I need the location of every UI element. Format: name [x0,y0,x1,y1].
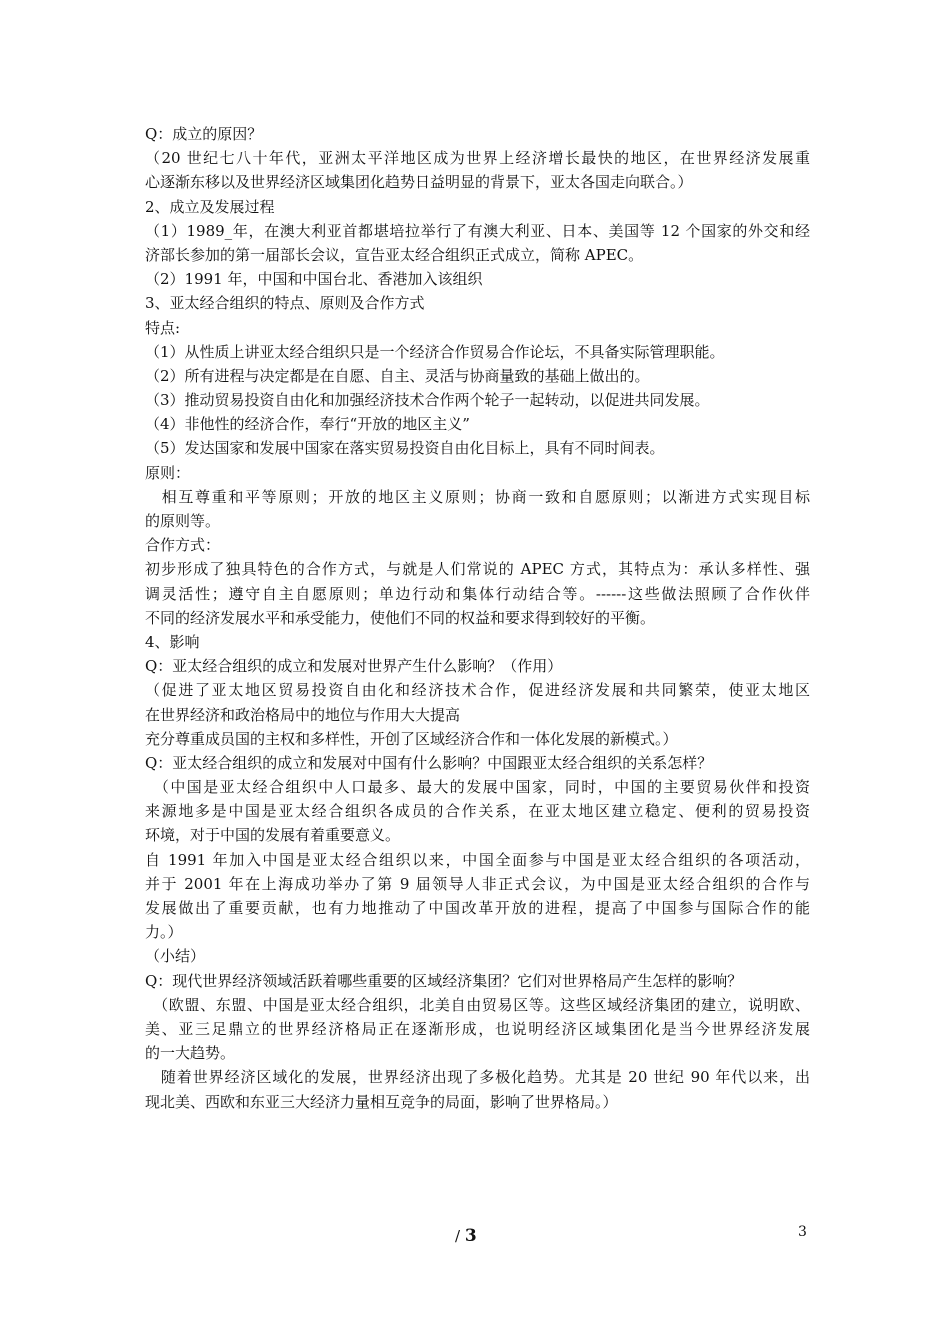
text-line: （2）1991 年，中国和中国台北、香港加入该组织 [145,270,483,289]
footer-slash: / [455,1227,461,1245]
text-line: 在世界经济和政治格局中的地位与作用大大提高 [145,705,461,724]
text-line: Q：亚太经合组织的成立和发展对中国有什么影响？中国跟亚太经合组织的关系怎样？ [145,753,713,772]
text-line: Q：亚太经合组织的成立和发展对世界产生什么影响？（作用） [145,657,563,676]
text-line: 并于 2001 年在上海成功举办了第 9 届领导人非正式会议，为中国是亚太经合组织的合作与 [145,874,810,893]
text-line: 自 1991 年加入中国是亚太经合组织以来，中国全面参与中国是亚太经合组织的各项活动， [145,850,810,869]
text-line: 初步形成了独具特色的合作方式，与就是人们常说的 APEC 方式，其特点为：承认多样性、强 [145,560,810,579]
footer-total-pages: 3 [464,1226,477,1246]
text-line: Q：成立的原因？ [145,125,263,143]
text-line: （欧盟、东盟、中国是亚太经合组织，北美自由贸易区等。这些区域经济集团的建立，说明欧、 [145,995,810,1014]
text-line: 2、成立及发展过程 [145,197,275,216]
text-line: 力。） [145,923,183,942]
text-line: 发展做出了重要贡献，也有力地推动了中国改革开放的进程，提高了中国参与国际合作的能 [145,899,810,917]
text-line: （20 世纪七八十年代，亚洲太平洋地区成为世界上经济增长最快的地区，在世界经济发展重 [145,149,810,168]
text-line: （1）从性质上讲亚太经合组织只是一个经济合作贸易合作论坛，不具备实际管理职能。 [145,342,725,361]
text-line: 不同的经济发展水平和承受能力，使他们不同的权益和要求得到较好的平衡。 [145,608,656,627]
text-line: 现北美、西欧和东亚三大经济力量相互竞争的局面，影响了世界格局。） [145,1092,618,1111]
text-line: （3）推动贸易投资自由化和加强经济技术合作两个轮子一起转动，以促进共同发展。 [145,391,710,410]
text-line: 美、亚三足鼎立的世界经济格局正在逐渐形成，也说明经济区域集团化是当今世界经济发展 [145,1019,810,1038]
text-line: 原则： [145,463,191,482]
text-line: 合作方式： [145,536,221,555]
text-line: 来源地多是中国是亚太经合组织各成员的合作关系，在亚太地区建立稳定、便利的贸易投资 [145,802,810,821]
text-line: （小结） [145,947,206,966]
text-line: 济部长参加的第一届部长会议，宣告亚太经合组织正式成立，简称 APEC。 [145,245,644,264]
text-line: 相互尊重和平等原则；开放的地区主义原则；协商一致和自愿原则；以渐进方式实现目标 [145,487,810,506]
text-line: （4）非他性的经济合作，奉行“开放的地区主义” [145,415,470,434]
document-body [145,122,810,1114]
text-line: 随着世界经济区域化的发展，世界经济出现了多极化趋势。尤其是 20 世纪 90 年代以来，出 [145,1068,810,1087]
text-line: （促进了亚太地区贸易投资自由化和经济技术合作，促进经济发展和共同繁荣，使亚太地区 [145,681,810,700]
text-line: 的一大趋势。 [145,1044,236,1063]
text-line: 4、影响 [145,632,200,651]
text-line: （1）1989_年，在澳大利亚首都堪培拉举行了有澳大利亚、日本、美国等 12 个国家的外交和经 [145,221,810,240]
text-line: 环境，对于中国的发展有着重要意义。 [145,826,401,845]
text-line: 充分尊重成员国的主权和多样性，开创了区域经济合作和一体化发展的新模式。） [145,729,678,748]
text-line: Q：现代世界经济领域活跃着哪些重要的区域经济集团？它们对世界格局产生怎样的影响？ [145,971,743,990]
text-line: 调灵活性；遵守自主自愿原则；单边行动和集体行动结合等。------这些做法照顾了合作伙伴 [145,584,810,603]
text-line: 的原则等。 [145,512,221,530]
page-footer [455,1226,477,1246]
text-line: （2）所有进程与决定都是在自愿、自主、灵活与协商量致的基础上做出的。 [145,366,650,385]
page-number: 3 [798,1224,807,1240]
text-line: 心逐渐东移以及世界经济区域集团化趋势日益明显的背景下，亚太各国走向联合。） [145,173,693,192]
text-line: （中国是亚太经合组织中人口最多、最大的发展中国家，同时，中国的主要贸易伙伴和投资 [145,778,810,797]
text-line: 特点: [145,318,181,337]
text-line: 3、亚太经合组织的特点、原则及合作方式 [145,294,425,313]
text-line: （5）发达国家和发展中国家在落实贸易投资自由化目标上，具有不同时间表。 [145,439,665,458]
